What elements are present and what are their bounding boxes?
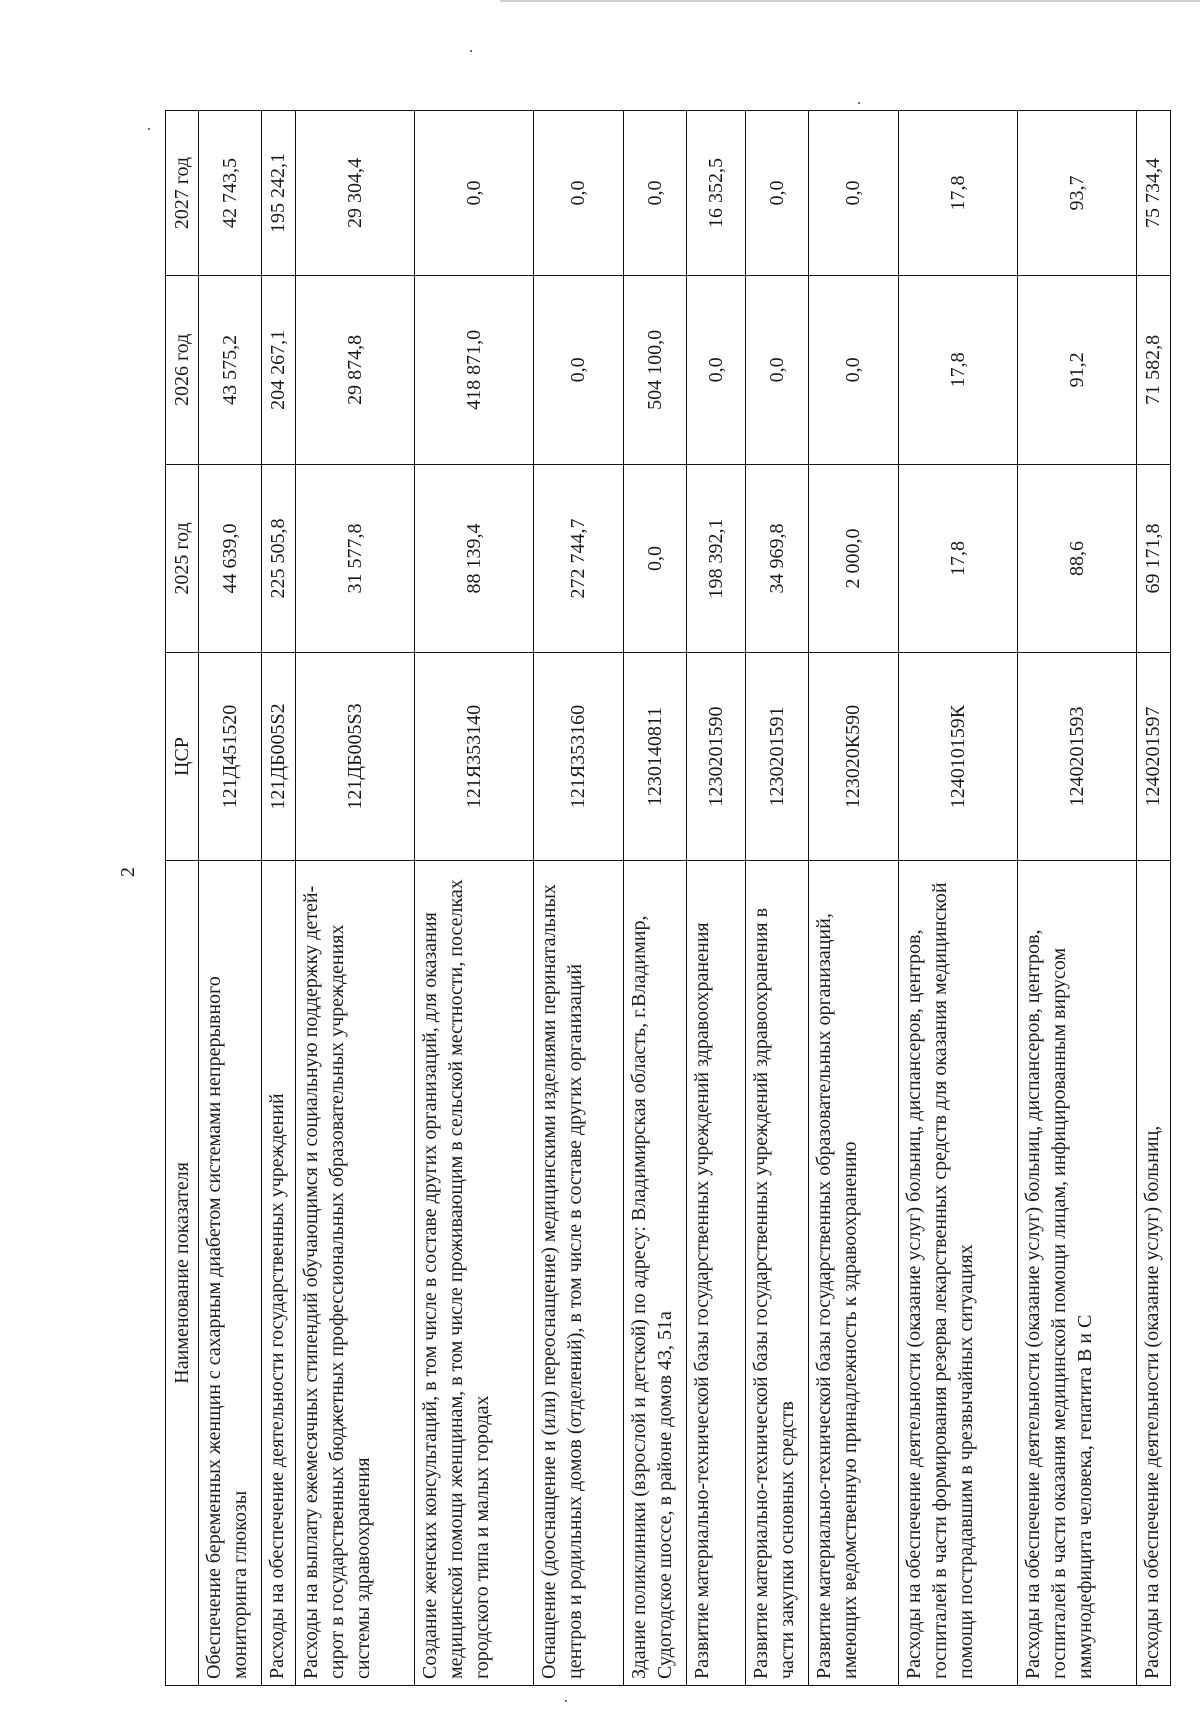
header-2027: 2027 год (166, 111, 199, 276)
row-value-2026: 17,8 (899, 276, 1018, 465)
table-row (899, 111, 1018, 1686)
row-value-2027: 17,8 (899, 111, 1018, 276)
row-code: 123020К590 (808, 653, 898, 860)
table-header-row (166, 111, 199, 1686)
table-row (261, 111, 295, 1686)
row-code: 1240201597 (1136, 653, 1170, 860)
row-name: Расходы на обеспечение деятельности государственных учреждений (261, 860, 295, 1685)
scan-speck (470, 50, 472, 52)
row-code: 1240201593 (1017, 653, 1136, 860)
row-value-2027: 195 242,1 (261, 111, 295, 276)
row-value-2026: 71 582,8 (1136, 276, 1170, 465)
row-code: 121Я353160 (533, 653, 623, 860)
row-value-2025: 17,8 (899, 464, 1018, 653)
budget-table-container (165, 110, 1171, 1686)
scan-speck (858, 102, 860, 104)
row-value-2027: 0,0 (623, 111, 686, 276)
scan-speck (148, 128, 150, 130)
row-value-2025: 31 577,8 (295, 464, 414, 653)
row-value-2026: 91,2 (1017, 276, 1136, 465)
row-code: 124010159К (899, 653, 1018, 860)
row-value-2026: 504 100,0 (623, 276, 686, 465)
row-value-2026: 204 267,1 (261, 276, 295, 465)
row-value-2025: 44 639,0 (199, 464, 262, 653)
row-value-2025: 272 744,7 (533, 464, 623, 653)
row-value-2026: 29 874,8 (295, 276, 414, 465)
row-value-2027: 29 304,4 (295, 111, 414, 276)
table-row (686, 111, 745, 1686)
row-value-2026: 0,0 (686, 276, 745, 465)
row-value-2027: 0,0 (533, 111, 623, 276)
row-value-2027: 42 743,5 (199, 111, 262, 276)
row-code: 1230140811 (623, 653, 686, 860)
row-value-2025: 88,6 (1017, 464, 1136, 653)
scan-edge-line (500, 0, 1200, 2)
row-value-2026: 0,0 (533, 276, 623, 465)
row-name: Создание женских консультаций, в том числе в составе других организаций, для оказания медицинской помощи женщинам, в том числе проживающим в сельской местности, поселках городского типа и малых городах (414, 860, 533, 1685)
table-row (623, 111, 686, 1686)
row-name: Расходы на обеспечение деятельности (оказание услуг) больниц, диспансеров, центров, госпиталей в части оказания медицинской помощи лицам, инфицированным вирусом иммунодефицита человека, гепатита В и С (1017, 860, 1136, 1685)
row-name: Расходы на обеспечение деятельности (оказание услуг) больниц, диспансеров, центров, госпиталей в части формирования резерва лекарственных средств для оказания медицинской помощи пострадавшим в чрезвычайных ситуациях (899, 860, 1018, 1685)
row-value-2027: 16 352,5 (686, 111, 745, 276)
header-2025: 2025 год (166, 464, 199, 653)
header-2026: 2026 год (166, 276, 199, 465)
row-value-2025: 198 392,1 (686, 464, 745, 653)
row-value-2025: 0,0 (623, 464, 686, 653)
row-value-2026: 43 575,2 (199, 276, 262, 465)
row-value-2026: 0,0 (746, 276, 809, 465)
row-value-2026: 0,0 (808, 276, 898, 465)
header-name: Наименование показателя (166, 860, 199, 1685)
row-value-2025: 34 969,8 (746, 464, 809, 653)
row-value-2025: 69 171,8 (1136, 464, 1170, 653)
row-code: 121Я353140 (414, 653, 533, 860)
page-number: 2 (117, 867, 139, 877)
table-row (746, 111, 809, 1686)
table-row (414, 111, 533, 1686)
scan-speck (565, 1700, 567, 1702)
table-row (1017, 111, 1136, 1686)
row-value-2027: 93,7 (1017, 111, 1136, 276)
row-name: Оснащение (дооснащение и (или) переоснащение) медицинскими изделиями перинатальных центров и родильных домов (отделений), в том числе в составе других организаций (533, 860, 623, 1685)
table-row (295, 111, 414, 1686)
row-value-2027: 0,0 (414, 111, 533, 276)
row-value-2025: 2 000,0 (808, 464, 898, 653)
row-name: Развитие материально-технической базы государственных учреждений здравоохранения (686, 860, 745, 1685)
row-value-2025: 225 505,8 (261, 464, 295, 653)
table-row (808, 111, 898, 1686)
table-row (1136, 111, 1170, 1686)
row-code: 121ДБ005S3 (295, 653, 414, 860)
row-value-2025: 88 139,4 (414, 464, 533, 653)
row-name: Расходы на выплату ежемесячных стипендий обучающимся и социальную поддержку детей-сирот в государственных бюджетных профессиональных образовательных учреждениях системы здравоохранения (295, 860, 414, 1685)
row-name: Развитие материально-технической базы государственных учреждений здравоохранения в части закупки основных средств (746, 860, 809, 1685)
table-row (533, 111, 623, 1686)
row-code: 1230201590 (686, 653, 745, 860)
header-csr: ЦСР (166, 653, 199, 860)
row-name: Расходы на обеспечение деятельности (оказание услуг) больниц, (1136, 860, 1170, 1685)
row-code: 121ДБ005S2 (261, 653, 295, 860)
row-name: Обеспечение беременных женщин с сахарным диабетом системами непрерывного мониторинга глюкозы (199, 860, 262, 1685)
row-name: Здание поликлиники (взрослой и детской) по адресу: Владимирская область, г.Владимир, Судогодское шоссе, в районе домов 43, 51а (623, 860, 686, 1685)
row-value-2026: 418 871,0 (414, 276, 533, 465)
row-value-2027: 0,0 (746, 111, 809, 276)
row-value-2027: 75 734,4 (1136, 111, 1170, 276)
table-row (199, 111, 262, 1686)
row-code: 1230201591 (746, 653, 809, 860)
row-name: Развитие материально-технической базы государственных образовательных организаций, имеющих ведомственную принадлежность к здравоохранению (808, 860, 898, 1685)
row-code: 121Д451520 (199, 653, 262, 860)
row-value-2027: 0,0 (808, 111, 898, 276)
budget-table (165, 110, 1171, 1686)
